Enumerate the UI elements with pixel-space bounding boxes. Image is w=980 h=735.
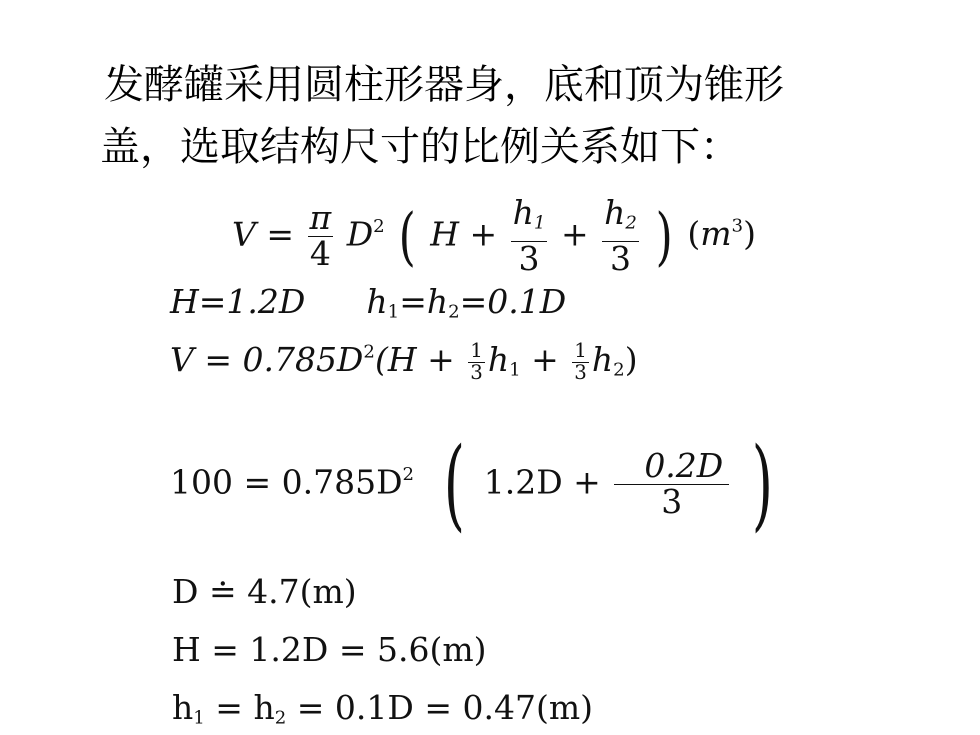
formula-exponent: 2 bbox=[402, 463, 415, 485]
formula-symbol: = bbox=[266, 214, 294, 254]
formula-part: H=1.2D bbox=[170, 282, 306, 321]
fraction-numerator: π bbox=[309, 198, 332, 238]
result-cone-height bbox=[172, 688, 593, 729]
formula-part: (H + bbox=[374, 340, 466, 379]
fraction bbox=[308, 198, 334, 273]
formula-symbol: + bbox=[520, 340, 570, 379]
formula-symbol: h bbox=[591, 340, 614, 379]
fraction bbox=[511, 193, 548, 279]
formula-subscript: 1 bbox=[193, 707, 205, 729]
formula-symbol: V bbox=[232, 214, 256, 254]
fraction-numerator bbox=[511, 193, 548, 242]
formula-subscript: 1 bbox=[533, 212, 546, 234]
formula-symbol: h bbox=[426, 282, 449, 321]
paren-open: ( bbox=[398, 199, 417, 273]
formula-symbol: + bbox=[469, 214, 498, 254]
result-text: H = 1.2D = 5.6(m) bbox=[172, 630, 487, 669]
formula-exponent: 2 bbox=[373, 215, 385, 237]
formula-symbol: ) bbox=[624, 340, 638, 379]
formula-symbol: h bbox=[253, 688, 275, 727]
unit-symbol: m bbox=[700, 214, 732, 254]
formula-symbol: = bbox=[399, 282, 427, 321]
paren-open: ( bbox=[443, 427, 465, 542]
formula-symbol: h bbox=[172, 688, 194, 727]
formula-symbol: = bbox=[204, 688, 254, 727]
formula-part: =0.1D bbox=[459, 282, 567, 321]
fraction-denominator: 3 bbox=[470, 360, 483, 384]
fraction-numerator: 1 bbox=[574, 338, 587, 362]
formula-symbol: h bbox=[366, 282, 388, 321]
fraction-numerator: 1 bbox=[470, 338, 483, 362]
formula-symbol: D bbox=[346, 214, 374, 254]
formula-symbol: h bbox=[487, 340, 510, 379]
fraction-denominator: 3 bbox=[574, 360, 587, 384]
volume-expanded-formula bbox=[170, 340, 638, 383]
slide-title bbox=[100, 54, 880, 178]
unit-exponent: 3 bbox=[731, 215, 744, 237]
result-height bbox=[172, 630, 487, 669]
result-text: = 0.1D = 0.47(m) bbox=[286, 688, 593, 727]
formula-subscript: 1 bbox=[387, 301, 400, 323]
fraction bbox=[572, 338, 589, 384]
paren-close: ) bbox=[751, 427, 773, 542]
title-line-2: 盖，选取结构尺寸的比例关系如下： bbox=[100, 124, 740, 170]
title-line-1: 发酵罐采用圆柱形器身，底和顶为锥形 bbox=[104, 62, 784, 108]
fraction-denominator: 3 bbox=[661, 482, 683, 521]
fraction bbox=[602, 193, 639, 279]
formula-subscript: 2 bbox=[625, 212, 637, 234]
formula-part: 1.2D + bbox=[483, 462, 601, 502]
formula-part: V = 0.785D bbox=[170, 340, 364, 379]
ratio-formula bbox=[170, 282, 566, 323]
formula-part: 100 = 0.785D bbox=[170, 462, 403, 502]
formula-exponent: 2 bbox=[363, 341, 375, 363]
result-text: D ≐ 4.7(m) bbox=[172, 572, 357, 611]
substituted-formula bbox=[170, 427, 781, 542]
formula-subscript: 2 bbox=[613, 359, 625, 381]
paren-close: ) bbox=[656, 199, 674, 273]
fraction-numerator bbox=[602, 193, 639, 242]
formula-symbol: + bbox=[560, 214, 589, 254]
formula-subscript: 2 bbox=[274, 707, 287, 729]
result-diameter bbox=[172, 572, 357, 611]
formula-subscript: 2 bbox=[448, 301, 460, 323]
fraction-denominator: 3 bbox=[518, 239, 540, 279]
fraction bbox=[614, 446, 729, 521]
formula-subscript: 1 bbox=[509, 359, 521, 381]
fraction-denominator: 3 bbox=[610, 239, 631, 279]
fraction-numerator: 0.2D bbox=[614, 449, 729, 485]
fraction-denominator: 4 bbox=[309, 233, 331, 273]
formula-symbol: H bbox=[430, 214, 459, 254]
fraction bbox=[468, 338, 485, 384]
unit: $(m^3)$ bbox=[687, 214, 756, 254]
formula-symbol: h bbox=[604, 193, 626, 232]
volume-formula bbox=[232, 193, 756, 279]
formula-symbol: h bbox=[512, 193, 534, 232]
